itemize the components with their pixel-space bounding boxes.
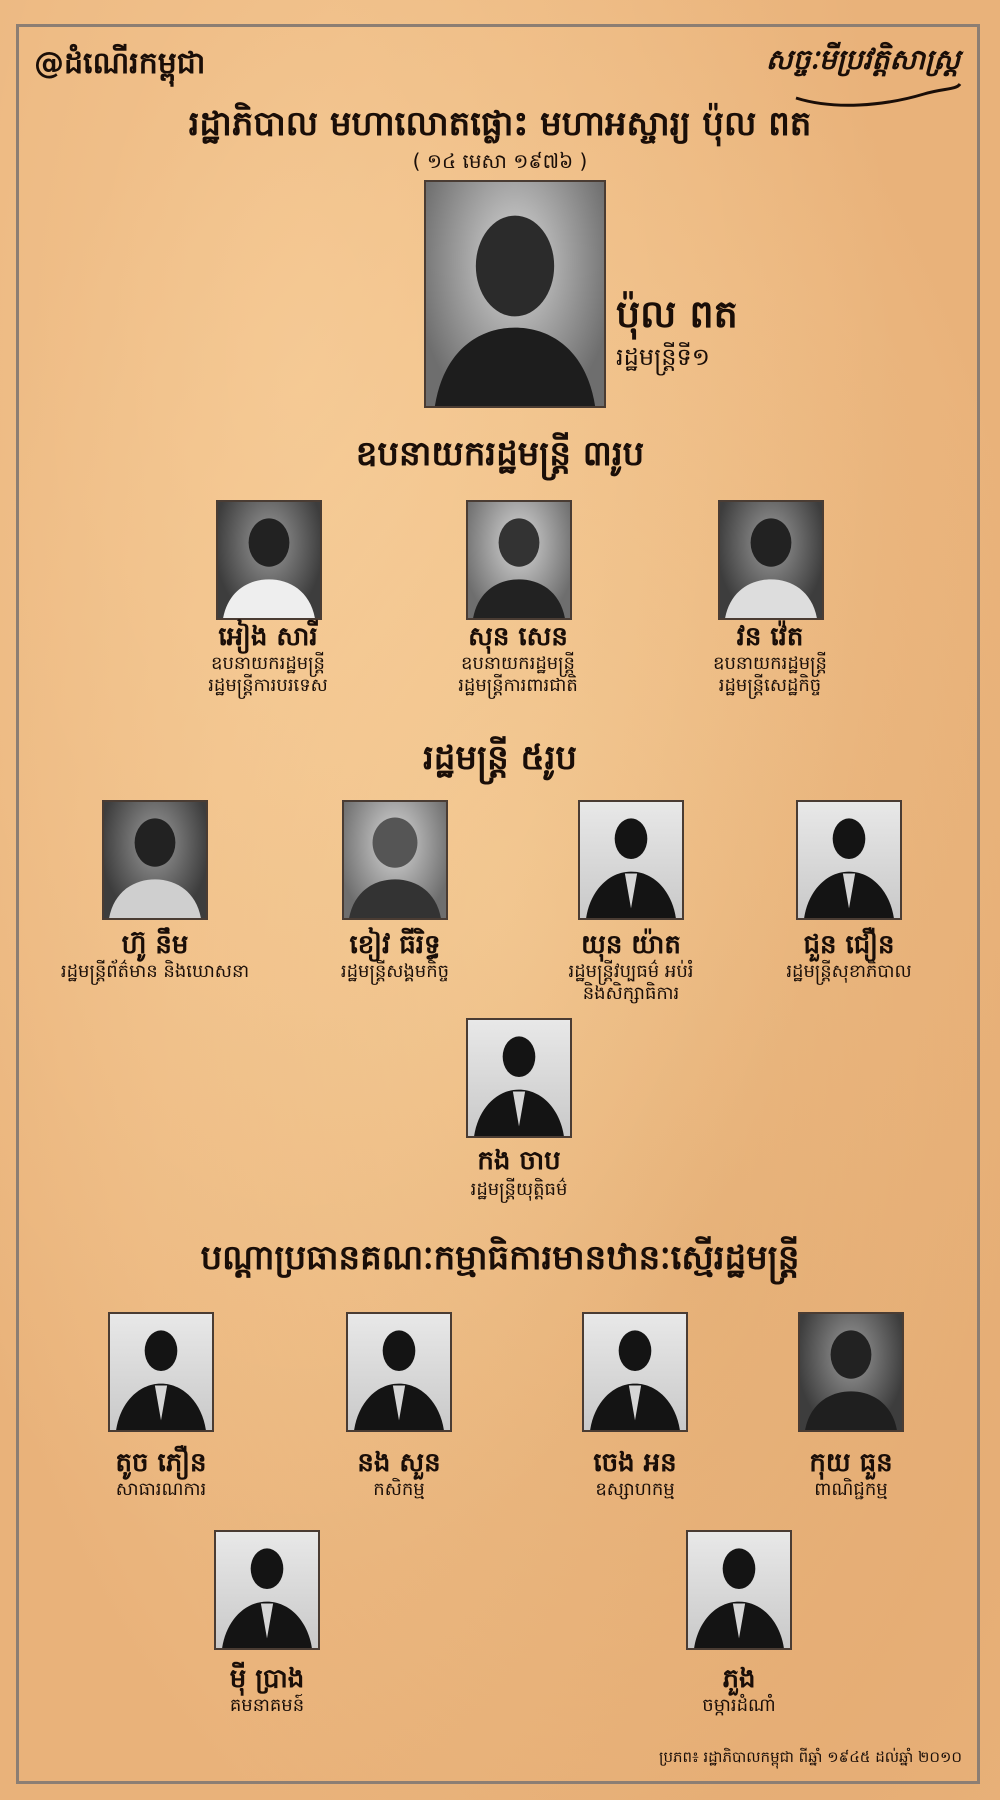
committee-photo <box>798 1312 904 1432</box>
person-silhouette-icon <box>348 1314 450 1430</box>
deputy-photo <box>466 500 572 620</box>
minister-photo-placeholder <box>578 800 684 920</box>
committee-role: គមនាគមន៍ <box>229 1695 305 1716</box>
committee-name: ចេង អន <box>593 1448 677 1478</box>
deputies-section-title: ឧបនាយករដ្ឋមន្ត្រី ៣រូប <box>355 434 645 474</box>
committee-photo-placeholder <box>346 1312 452 1432</box>
committee-name: នង សួន <box>357 1448 441 1478</box>
minister-role: រដ្ឋមន្ត្រីយុត្តិធម៌ <box>470 1179 568 1200</box>
minister-photo-placeholder <box>466 1018 572 1138</box>
source-footnote: ប្រភព៖ រដ្ឋាភិបាលកម្ពុជា ពីឆ្នាំ ១៩៤៥ ដល់ឆ្នាំ ២០១០ <box>659 1748 962 1766</box>
committee-role: ឧស្សាហកម្ម <box>595 1479 675 1500</box>
committee-photo-placeholder <box>108 1312 214 1432</box>
deputy-portfolio: រដ្ឋមន្ត្រីសេដ្ឋកិច្ច <box>718 675 822 696</box>
minister-photo <box>342 800 448 920</box>
minister-name: ខៀវ ធីរិទ្ធ <box>349 930 441 960</box>
deputy-name: សុន សេន <box>468 622 568 652</box>
person-silhouette-icon <box>580 802 682 918</box>
deputy-photo <box>216 500 322 620</box>
person-silhouette-icon <box>216 1532 318 1648</box>
committee-section-title: បណ្តាប្រធានគណៈកម្មាធិការមានឋានៈស្មើរដ្ឋមន្ត្រី <box>200 1238 800 1278</box>
committee-role: ពាណិជ្ជកម្ម <box>814 1479 888 1500</box>
person-silhouette-icon <box>584 1314 686 1430</box>
minister-name: កង ចាប <box>477 1146 561 1176</box>
deputy-role: ឧបនាយករដ្ឋមន្ត្រី <box>461 653 575 674</box>
committee-name: កុយ ធួន <box>809 1448 893 1478</box>
committee-role: កសិកម្ម <box>373 1479 425 1500</box>
minister-role: រដ្ឋមន្ត្រីសុខាភិបាល <box>786 961 912 982</box>
deputy-name: វន វ៉េត <box>736 622 804 652</box>
deputy-role: ឧបនាយករដ្ឋមន្ត្រី <box>211 653 325 674</box>
minister-photo-placeholder <box>796 800 902 920</box>
committee-photo-placeholder <box>582 1312 688 1432</box>
committee-role: សាធារណការ <box>115 1479 207 1500</box>
leader-role: រដ្ឋមន្ត្រីទី១ <box>616 343 710 371</box>
person-silhouette-icon <box>110 1314 212 1430</box>
minister-role: រដ្ឋមន្ត្រីព័ត៌មាន និងឃោសនា <box>60 961 250 982</box>
minister-role: រដ្ឋមន្ត្រីវប្បធម៌ អប់រំ <box>568 961 694 982</box>
deputy-name: អៀង សារី <box>218 622 318 652</box>
leader-name: ប៉ុល ពត <box>616 292 738 336</box>
committee-photo-placeholder <box>214 1530 320 1650</box>
deputy-photo <box>718 500 824 620</box>
minister-role-line2: និងសិក្សាធិការ <box>582 983 680 1004</box>
committee-name: តូច ភឿន <box>115 1448 207 1478</box>
minister-role: រដ្ឋមន្ត្រីសង្គមកិច្ច <box>340 961 450 982</box>
deputy-role: ឧបនាយករដ្ឋមន្ត្រី <box>713 653 827 674</box>
deputy-portfolio: រដ្ឋមន្ត្រីការបរទេស <box>208 675 328 696</box>
brand-handle: @ដំណើរកម្ពុជា <box>34 46 206 81</box>
minister-photo <box>102 800 208 920</box>
brand-signature: សច្ចៈមីប្រវត្តិសាស្ត្រ <box>765 43 960 76</box>
person-silhouette-icon <box>798 802 900 918</box>
minister-name: ជួន ជឿន <box>803 930 895 960</box>
committee-name: ភួង <box>722 1664 756 1694</box>
minister-name: យុន យ៉ាត <box>581 930 681 960</box>
leader-photo <box>424 180 606 408</box>
page-title: រដ្ឋាភិបាល មហាលោតផ្លោះ មហាអស្ចារ្យ ប៉ុល ពត <box>188 104 812 144</box>
person-silhouette-icon <box>688 1532 790 1648</box>
minister-name: ហ៊ូ នឹម <box>121 930 189 960</box>
page-date: ( ១៤ មេសា ១៩៧៦ ) <box>412 149 588 173</box>
ministers-section-title: រដ្ឋមន្ត្រី ៥រូប <box>423 738 577 778</box>
committee-role: ចម្ការដំណាំ <box>702 1695 776 1716</box>
committee-photo-placeholder <box>686 1530 792 1650</box>
deputy-portfolio: រដ្ឋមន្ត្រីការពារជាតិ <box>458 675 578 696</box>
committee-name: ម៉ី ប្រាង <box>229 1664 305 1694</box>
person-silhouette-icon <box>468 1020 570 1136</box>
